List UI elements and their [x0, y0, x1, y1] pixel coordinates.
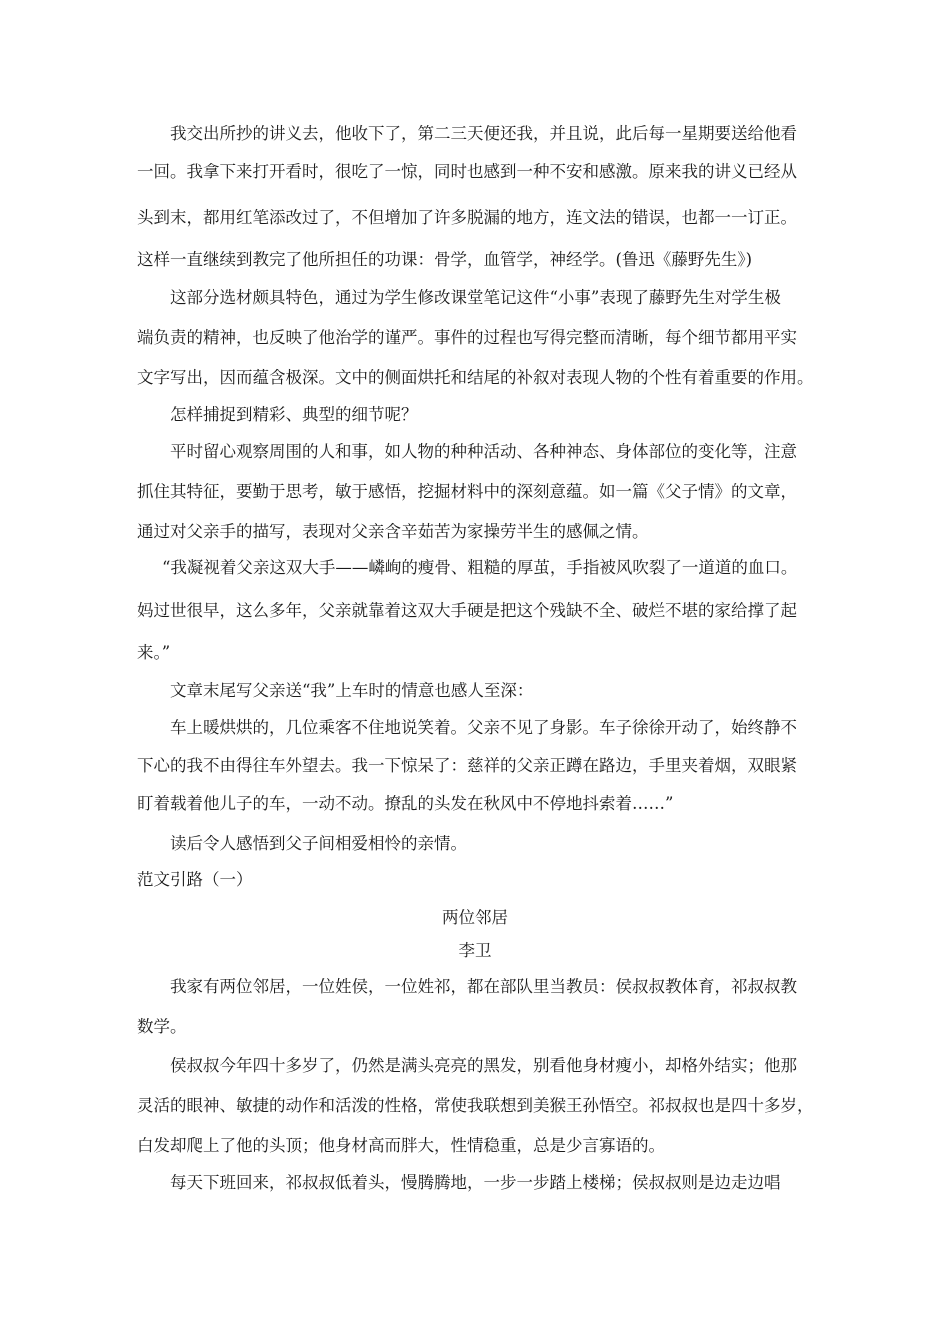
paragraph-line: 数学。 — [137, 1017, 187, 1036]
paragraph-line: 文章末尾写父亲送“我”上车时的情意也感人至深： — [170, 681, 534, 700]
paragraph-line: 这部分选材颇具特色，通过为学生修改课堂笔记这件“小事”表现了藤野先生对学生极 — [170, 288, 781, 307]
paragraph-line: 怎样捕捉到精彩、典型的细节呢？ — [170, 405, 418, 424]
paragraph-line: 通过对父亲手的描写，表现对父亲含辛茹苦为家操劳半生的感佩之情。 — [137, 522, 649, 541]
paragraph-line: 抓住其特征，要勤于思考，敏于感悟，挖掘材料中的深刻意蕴。如一篇《父子情》的文章， — [137, 482, 797, 501]
paragraph-line: 平时留心观察周围的人和事，如人物的种种活动、各种神态、身体部位的变化等，注意 — [170, 442, 797, 461]
paragraph-line: 一回。我拿下来打开看时，很吃了一惊，同时也感到一种不安和感激。原来我的讲义已经从 — [137, 162, 797, 181]
quote-line: “我凝视着父亲这双大手——嶙峋的瘦骨、粗糙的厚茧，手指被风吹裂了一道道的血口。 — [162, 558, 798, 577]
section-heading: 范文引路（一） — [137, 870, 253, 889]
paragraph-line: 这样一直继续到教完了他所担任的功课：骨学，血管学，神经学。(鲁迅《藤野先生》) — [137, 250, 753, 269]
paragraph-line: 灵活的眼神、敏捷的动作和活泼的性格，常使我联想到美猴王孙悟空。祁叔叔也是四十多岁， — [137, 1096, 814, 1115]
paragraph-line: 文字写出，因而蕴含极深。文中的侧面烘托和结尾的补叙对表现人物的个性有着重要的作用。 — [137, 368, 814, 387]
quote-line: 车上暖烘烘的，几位乘客不住地说笑着。父亲不见了身影。车子徐徐开动了，始终静不 — [170, 718, 797, 737]
paragraph-line: 端负责的精神，也反映了他治学的谨严。事件的过程也写得完整而清晰，每个细节都用平实 — [137, 328, 797, 347]
quote-line: 妈过世很早，这么多年，父亲就靠着这双大手硬是把这个残缺不全、破烂不堪的家给撑了起 — [137, 601, 797, 620]
quote-line: 来。” — [137, 643, 171, 662]
paragraph-line: 白发却爬上了他的头顶；他身材高而胖大，性情稳重，总是少言寡语的。 — [137, 1136, 665, 1155]
paragraph-line: 侯叔叔今年四十多岁了，仍然是满头亮亮的黑发，别看他身材瘦小，却格外结实；他那 — [170, 1056, 797, 1075]
paragraph-line: 每天下班回来，祁叔叔低着头，慢腾腾地，一步一步踏上楼梯；侯叔叔则是边走边唱 — [170, 1173, 781, 1192]
paragraph-line: 我交出所抄的讲义去，他收下了，第二三天便还我，并且说，此后每一星期要送给他看 — [170, 124, 797, 143]
paragraph-line: 头到末，都用红笔添改过了，不但增加了许多脱漏的地方，连文法的错误，也都一一订正。 — [137, 208, 797, 227]
quote-line: 盯着载着他儿子的车，一动不动。撩乱的头发在秋风中不停地抖索着……” — [137, 794, 674, 813]
paragraph-line: 我家有两位邻居，一位姓侯，一位姓祁，都在部队里当教员：侯叔叔教体育，祁叔叔教 — [170, 977, 797, 996]
paragraph-line: 读后令人感悟到父子间相爱相怜的亲情。 — [170, 834, 467, 853]
quote-line: 下心的我不由得往车外望去。我一下惊呆了：慈祥的父亲正蹲在路边，手里夹着烟，双眼紧 — [137, 756, 797, 775]
essay-title: 两位邻居 — [442, 908, 508, 927]
essay-author: 李卫 — [458, 941, 492, 960]
